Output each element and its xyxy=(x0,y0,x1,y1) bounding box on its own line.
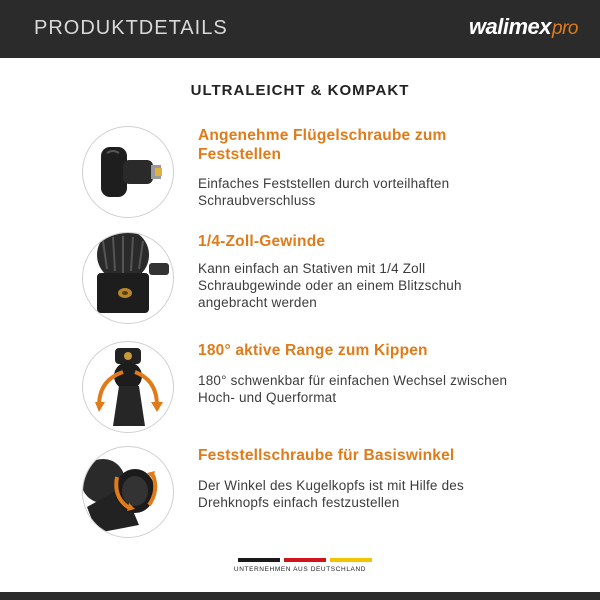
feature-text: Einfaches Feststellen durch vorteilhaften Schraubverschluss xyxy=(198,176,450,208)
section-title: ULTRALEICHT & KOMPAKT xyxy=(190,82,410,99)
flag-stripe-gold xyxy=(330,558,372,562)
logo-pro: pro xyxy=(552,18,578,39)
footer-bar xyxy=(0,592,600,600)
feature-title: Angenehme Flügelschraube zum Feststellen xyxy=(198,127,447,163)
feature-text: Der Winkel des Kugelkopfs ist mit Hilfe des Drehknopfs einfach festzustellen xyxy=(198,478,464,510)
brand-logo xyxy=(469,14,578,40)
flag-stripe-black xyxy=(238,558,280,562)
header-title: PRODUKTDETAILS xyxy=(34,17,228,39)
feature-title: Feststellschraube für Basiswinkel xyxy=(198,447,455,464)
feature-item-thread xyxy=(82,232,582,332)
header-bar xyxy=(0,0,600,58)
logo-main: walimex xyxy=(468,14,552,39)
feature-item-tilt xyxy=(82,341,582,441)
tilt-rotate-icon xyxy=(82,341,174,433)
feature-title: 180° aktive Range zum Kippen xyxy=(198,342,428,359)
feature-text: 180° schwenkbar für einfachen Wechsel zwischen Hoch- und Querformat xyxy=(198,373,508,405)
thread-mount-icon xyxy=(82,232,174,324)
feature-item-wing-screw xyxy=(82,126,582,226)
locking-knob-icon xyxy=(82,446,174,538)
flag-stripe-red xyxy=(284,558,326,562)
feature-text: Kann einfach an Stativen mit 1/4 Zoll Schraubgewinde oder an einem Blitzschuh angebracht werden xyxy=(198,261,462,310)
feature-item-locking-knob xyxy=(82,446,582,546)
wing-screw-icon xyxy=(82,126,174,218)
made-in-germany-label: UNTERNEHMEN AUS DEUTSCHLAND xyxy=(233,566,367,573)
feature-title: 1/4-Zoll-Gewinde xyxy=(198,233,326,250)
